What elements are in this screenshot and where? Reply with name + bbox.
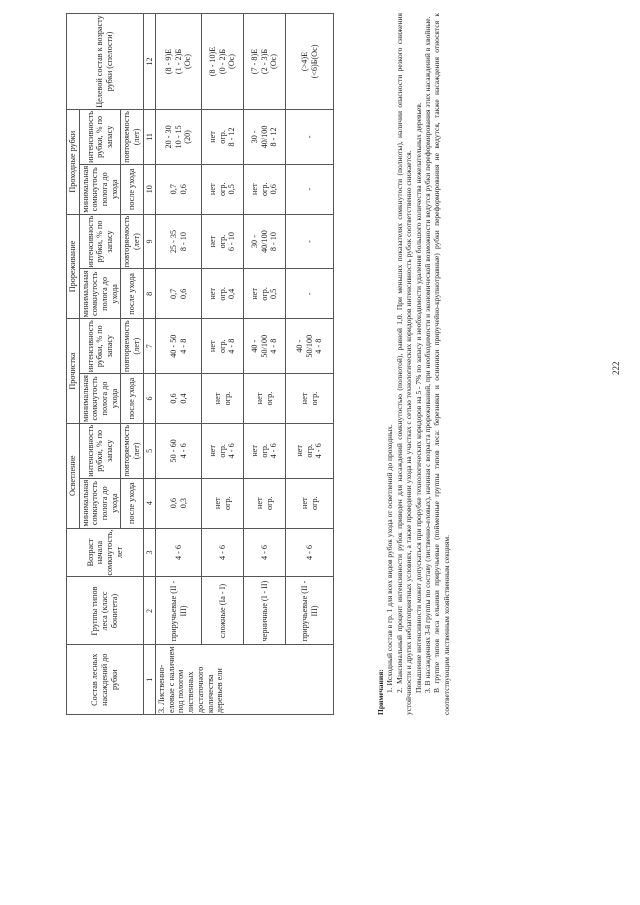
value-cell: 40 - 50/100 4 - 8 xyxy=(244,319,286,374)
header-intensity: интенсивность рубки, % по запасу xyxy=(79,109,121,164)
value-cell: 40 - 50/100 4 - 8 xyxy=(286,319,334,374)
notes xyxy=(376,13,451,715)
value-cell: нет огр. xyxy=(286,374,334,424)
value-cell: 20 - 30 10 - 15 (20) xyxy=(156,109,202,164)
value-cell: нет огр. xyxy=(202,374,244,424)
col-number: 7 xyxy=(143,319,155,374)
note-2b: Повышение интенсивности может допускаться при прорубке технологических коридоров на 5 - 7% по запасу и необходимости удаления большого количества нежелательных деревьев. xyxy=(413,102,423,693)
header-prohodnye: Проходные рубки xyxy=(67,109,80,214)
value-cell: нет огр. 4 - 6 xyxy=(286,423,334,478)
header-repeat: повторяемость (лет) xyxy=(121,423,143,478)
value-cell: 0,7 0,6 xyxy=(156,269,202,319)
value-cell: нет огр. 0,6 xyxy=(244,164,286,214)
value-cell: нет огр. 6 - 10 xyxy=(202,214,244,269)
header-intensity: интенсивность рубки, % по запасу xyxy=(79,319,121,374)
value-cell: нет огр. 0,5 xyxy=(244,269,286,319)
value-cell: 50 - 60 4 - 6 xyxy=(156,423,202,478)
note-3: 3. В насаждениях 3-й группы по составу (лиственно-еловых), начиная с возраста прореживаний, при необходимости и экономической возможности ведутся рубки переформирования этих насаждений в хвойные. xyxy=(422,16,432,693)
header-min-density: минимальная сомкнутость полога до ухода xyxy=(79,374,121,424)
note-2: 2. Максимальный процент интенсивности рубок приведен для насаждений сомкнутостью (полнотой), равной 1,0. При меньших показателях сомкнутости (полноты), наличии опасности резкого снижения устойчивости и других неблагоприятных условиях, а также проведении ухода на участках с сетью технологических коридоров интенсивность рубок соответственно снижается. xyxy=(394,13,414,715)
header-composition: Состав лесных насаждений до рубки xyxy=(67,645,144,715)
header-age: Возраст начала сомкнутость, лет xyxy=(67,528,144,577)
header-after: после ухода xyxy=(121,478,143,528)
value-cell: нет огр. xyxy=(244,374,286,424)
value-cell: - xyxy=(286,269,334,319)
value-cell: нет огр. 0,4 xyxy=(202,269,244,319)
value-cell: нет огр. xyxy=(244,478,286,528)
header-after: после ухода xyxy=(121,164,143,214)
age-cell: 4 - 6 xyxy=(156,528,202,577)
target-cell: (>4)Е (<6)Б(Ос) xyxy=(286,14,334,110)
header-intensity: интенсивность рубки, % по запасу xyxy=(79,423,121,478)
value-cell: 30 - 40/100 8 - 12 xyxy=(244,109,286,164)
col-number: 5 xyxy=(143,423,155,478)
col-number: 4 xyxy=(143,478,155,528)
header-min-density: минимальная сомкнутость полога до ухода xyxy=(79,164,121,214)
header-repeat: повторяемость (лет) xyxy=(121,319,143,374)
value-cell: 0,6 0,3 xyxy=(156,478,202,528)
header-min-density: минимальная сомкнутость полога до ухода xyxy=(79,478,121,528)
age-cell: 4 - 6 xyxy=(244,528,286,577)
composition-cell: 3. Лиственно-еловые с наличием под пологом лиственных достаточного количества деревьев ели xyxy=(156,645,334,715)
value-cell: нет огр. 4 - 8 xyxy=(202,319,244,374)
age-cell: 4 - 6 xyxy=(202,528,244,577)
header-min-density: минимальная сомкнутость полога до ухода xyxy=(79,269,121,319)
header-target: Целевой состав к возрасту рубки (спелости) xyxy=(67,14,144,110)
forest-type-cell: приручьевые (II - III) xyxy=(156,577,202,645)
notes-title: Примечания: xyxy=(376,669,385,715)
forest-type-cell: приручьевые (II - III) xyxy=(286,577,334,645)
value-cell: - xyxy=(286,164,334,214)
note-4: В группе типов леса ельники приручьевые (пойменные группы типов леса: березняки и осинники приручейно-крупнотравные) рубки переформирования не ведутся, также насаждения относятся к соответствующим лиственным хозяйственным секциям. xyxy=(432,13,451,715)
care-table xyxy=(66,13,334,715)
forest-type-cell: сложные (Iа - I) xyxy=(202,577,244,645)
value-cell: 0,7 0,6 xyxy=(156,164,202,214)
value-cell: нет огр. 8 - 12 xyxy=(202,109,244,164)
value-cell: 0,6 0,4 xyxy=(156,374,202,424)
value-cell: нет огр. 4 - 6 xyxy=(244,423,286,478)
col-number: 2 xyxy=(143,577,155,645)
header-prorezhivanie: Прореживание xyxy=(67,214,80,319)
value-cell: 25 - 35 8 - 10 xyxy=(156,214,202,269)
col-number: 12 xyxy=(143,14,155,110)
value-cell: - xyxy=(286,109,334,164)
value-cell: нет огр. 0,5 xyxy=(202,164,244,214)
value-cell: 30 - 40/100 8 - 10 xyxy=(244,214,286,269)
col-number: 11 xyxy=(143,109,155,164)
age-cell: 4 - 6 xyxy=(286,528,334,577)
col-number: 8 xyxy=(143,269,155,319)
forest-type-cell: черничные (I - II) xyxy=(244,577,286,645)
col-number: 3 xyxy=(143,528,155,577)
value-cell: - xyxy=(286,214,334,269)
header-repeat: повторяемость (лет) xyxy=(121,109,143,164)
target-cell: (7 - 8)Е (2 - 3)Б (Ос) xyxy=(244,14,286,110)
header-after: после ухода xyxy=(121,374,143,424)
header-forest-types: Группы типов леса (класс бонитета) xyxy=(67,577,144,645)
target-cell: (8 - 9)Е (1 - 2)Б (Ос) xyxy=(156,14,202,110)
value-cell: нет огр. xyxy=(286,478,334,528)
header-after: после ухода xyxy=(121,269,143,319)
header-repeat: повторяемость (лет) xyxy=(121,214,143,269)
note-1: 1. Исходный состав в гр. 1 для всех видов рубок ухода от осветлений до проходных. xyxy=(385,424,395,693)
header-osvetlenie: Осветление xyxy=(67,423,80,528)
col-number: 1 xyxy=(143,645,155,715)
col-number: 9 xyxy=(143,214,155,269)
header-intensity: интенсивность рубки, % по запасу xyxy=(79,214,121,269)
col-number: 10 xyxy=(143,164,155,214)
col-number: 6 xyxy=(143,374,155,424)
page-number: 222 xyxy=(611,361,621,375)
value-cell: нет огр. 4 - 6 xyxy=(202,423,244,478)
value-cell: нет огр. xyxy=(202,478,244,528)
value-cell: 40 - 50 4 - 8 xyxy=(156,319,202,374)
target-cell: (8 - 10)Е (0 - 2)Б (Ос) xyxy=(202,14,244,110)
header-prochistka: Прочистка xyxy=(67,319,80,424)
